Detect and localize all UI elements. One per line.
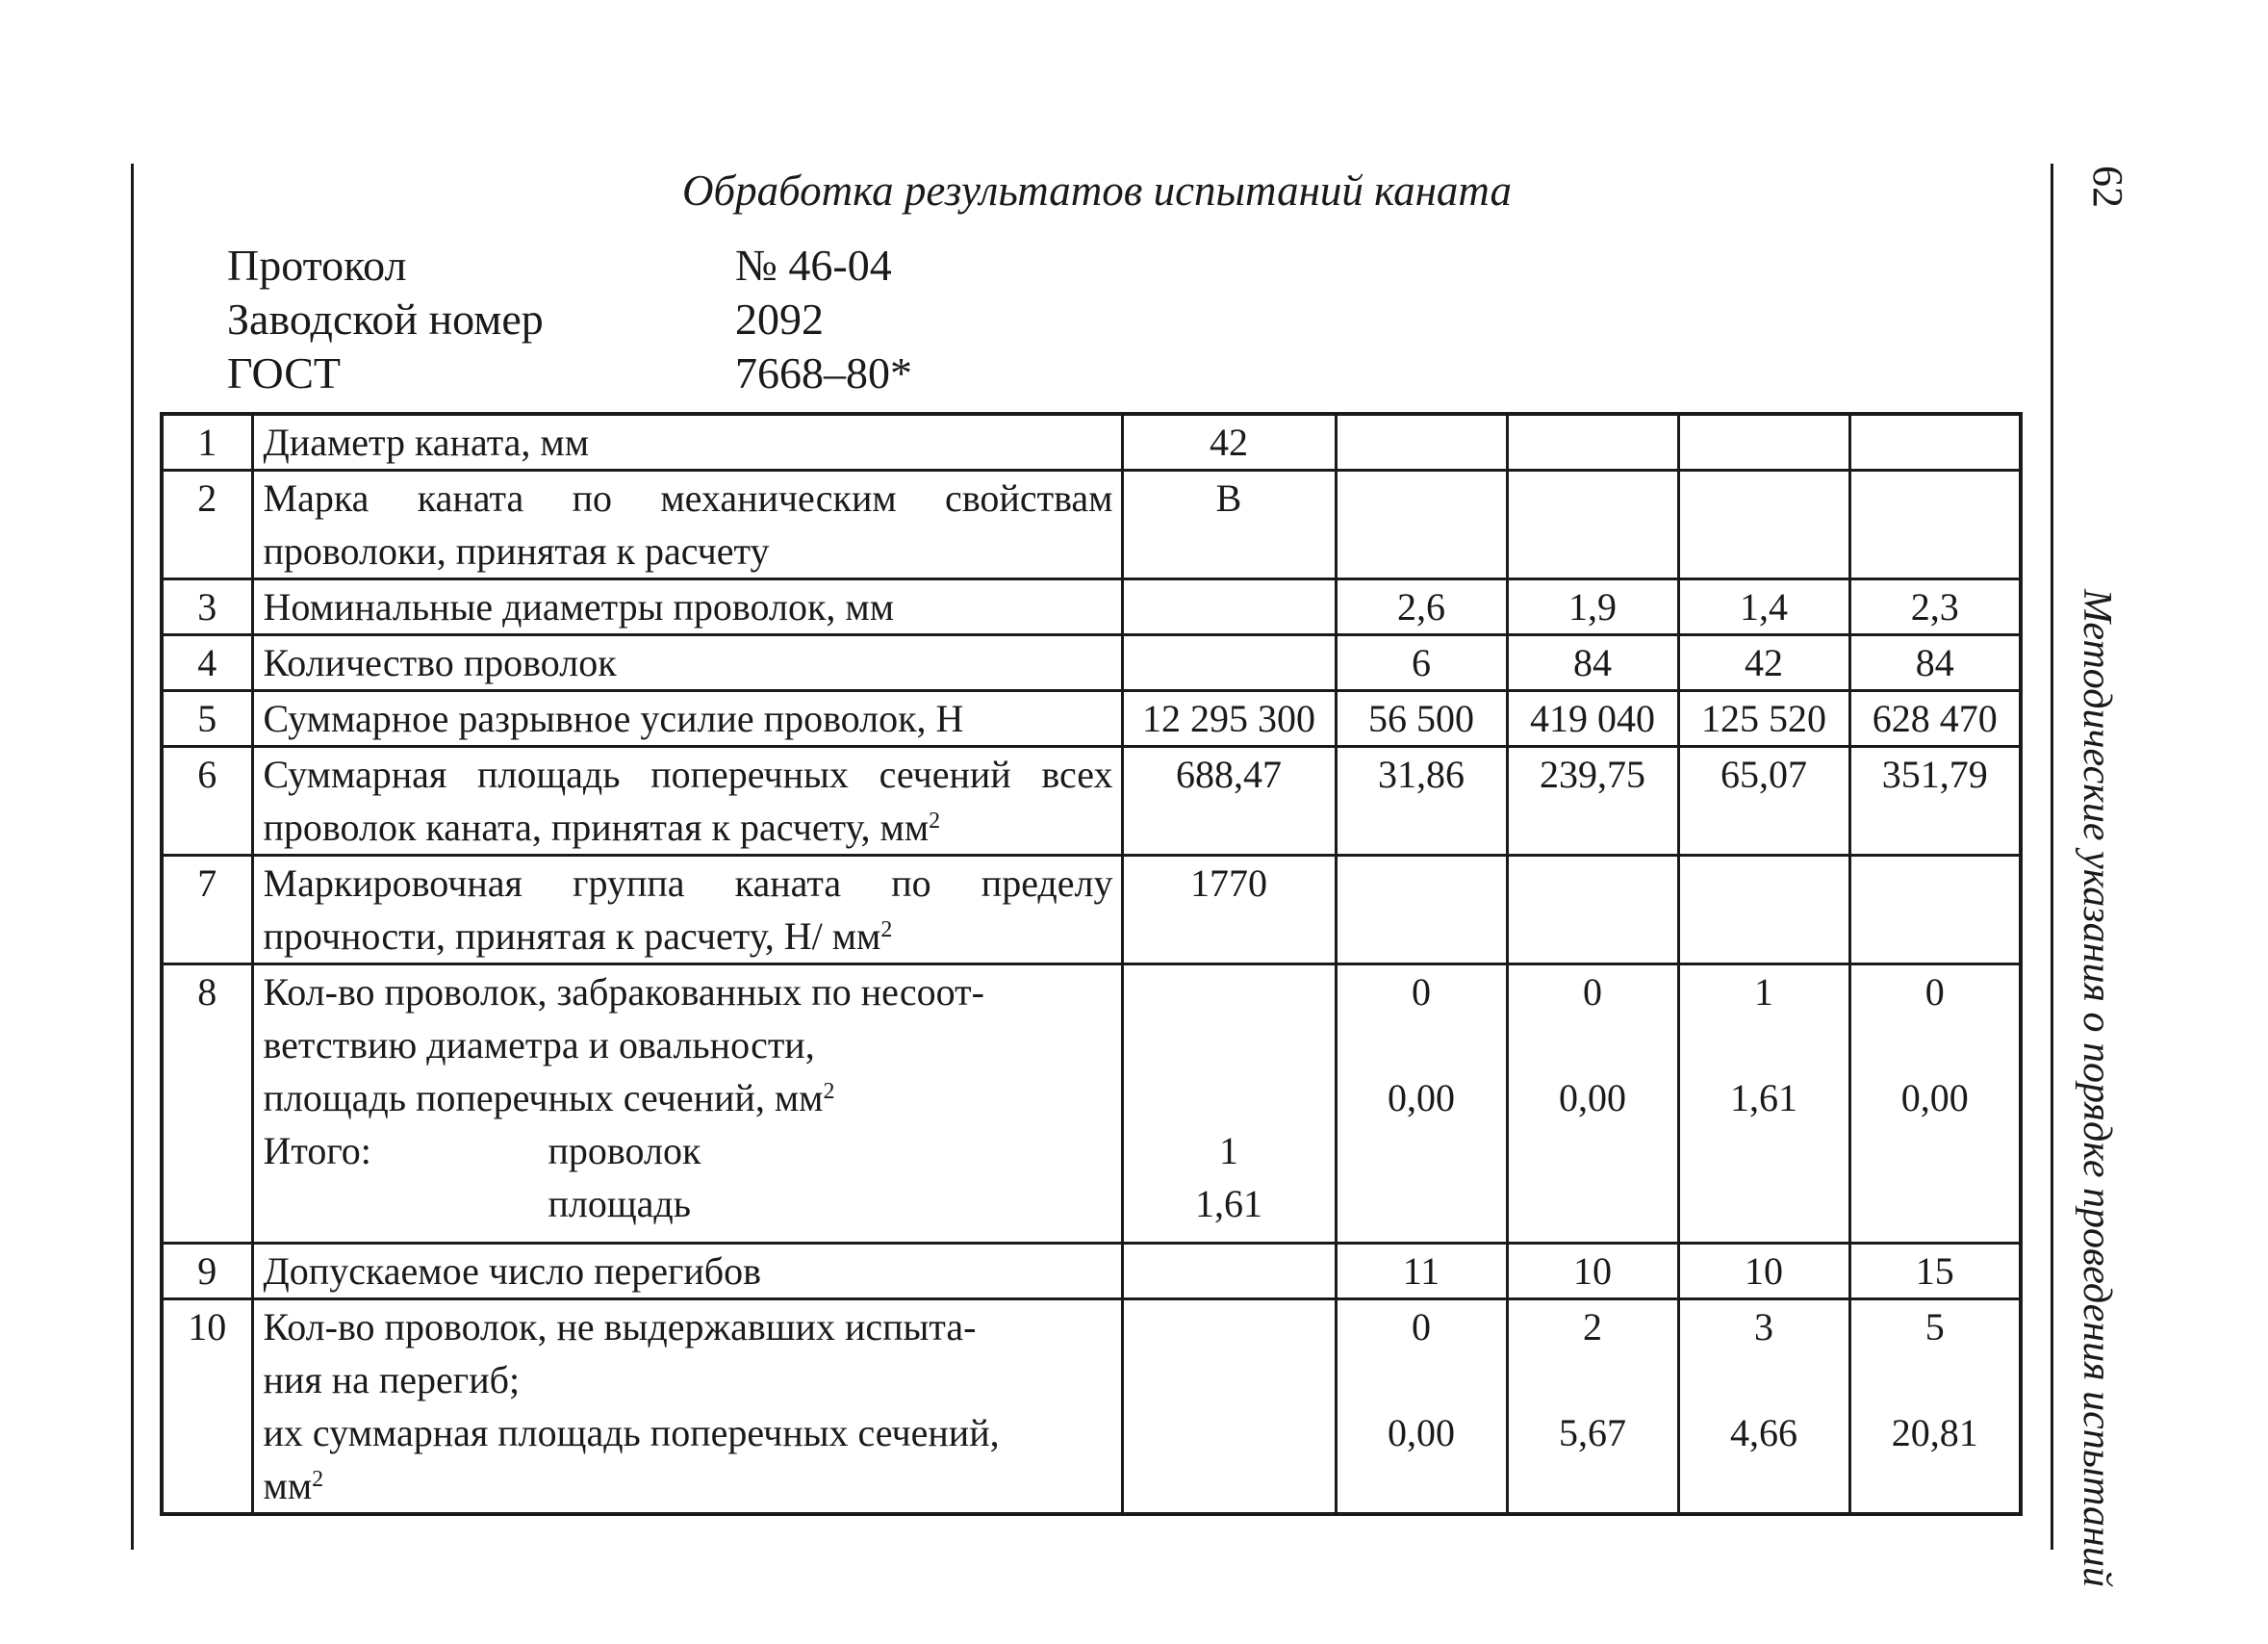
row-value: 6	[1336, 635, 1507, 691]
count-value: 0	[1924, 970, 1945, 1014]
superscript: 2	[929, 809, 941, 834]
description-line-text: площадь поперечных сечений, мм	[263, 1076, 824, 1119]
row-value	[1678, 414, 1849, 471]
row-value: 65,07	[1678, 747, 1849, 856]
description-line: Кол-во проволок, забракованных по несоот-	[263, 970, 984, 1014]
count-value: 1	[1754, 970, 1773, 1014]
row-value	[1849, 856, 2021, 964]
table-row	[162, 579, 2021, 635]
row-value: 11	[1336, 1244, 1507, 1299]
row-number: 4	[162, 635, 252, 691]
description-line: их суммарная площадь поперечных сечений,	[263, 1411, 1000, 1454]
table-row	[162, 856, 2021, 964]
row-value	[1678, 471, 1849, 579]
row-value	[1507, 471, 1678, 579]
superscript: 2	[823, 1079, 835, 1104]
row-value	[1336, 964, 1507, 1244]
itogo-label: Итого:	[263, 1129, 371, 1172]
description-line	[264, 1459, 1113, 1512]
protocol-label: Протокол	[227, 241, 407, 290]
row-value	[1507, 856, 1678, 964]
row-value	[1849, 471, 2021, 579]
gost-value: 7668–80*	[735, 348, 912, 398]
description-line: ния на перегиб;	[263, 1358, 521, 1401]
gost-row	[227, 347, 912, 400]
serial-value: 2092	[735, 295, 824, 344]
row-value: 351,79	[1849, 747, 2021, 856]
serial-label: Заводской номер	[227, 295, 544, 344]
table-row	[162, 1244, 2021, 1299]
area-value: 20,81	[1891, 1411, 1978, 1454]
count-value: 0	[1412, 970, 1431, 1014]
area-value: 1,61	[1730, 1076, 1797, 1119]
row-value: 628 470	[1849, 691, 2021, 747]
count-value: 2	[1583, 1305, 1602, 1349]
row-description	[252, 856, 1122, 964]
table-row	[162, 747, 2021, 856]
superscript: 2	[880, 917, 893, 942]
row-value: 84	[1507, 635, 1678, 691]
row-value	[1507, 414, 1678, 471]
row-value: 419 040	[1507, 691, 1678, 747]
row-value: 1,9	[1507, 579, 1678, 635]
row-description: Суммарное разрывное усилие проволок, Н	[252, 691, 1122, 747]
row-description: Диаметр каната, мм	[252, 414, 1122, 471]
row-description: Количество проволок	[252, 635, 1122, 691]
row-number: 7	[162, 856, 252, 964]
row-value	[1849, 414, 2021, 471]
row-value	[1336, 1299, 1507, 1515]
description-line	[264, 1071, 1113, 1124]
protocol-meta	[227, 239, 912, 400]
row-value	[1336, 471, 1507, 579]
page-number: 62	[2084, 166, 2131, 208]
protocol-row	[227, 239, 912, 293]
row-value	[1849, 964, 2021, 1244]
itogo-area-line	[264, 1177, 1113, 1230]
row-number: 3	[162, 579, 252, 635]
area-value: 0,00	[1559, 1076, 1626, 1119]
row-number: 10	[162, 1299, 252, 1515]
itogo-wires-value: 1	[1219, 1129, 1238, 1172]
row-value: 1,4	[1678, 579, 1849, 635]
table-row	[162, 964, 2021, 1244]
row-value: 125 520	[1678, 691, 1849, 747]
row-value: 2,6	[1336, 579, 1507, 635]
serial-row	[227, 293, 912, 347]
row-total-value: 42	[1122, 414, 1336, 471]
row-number: 8	[162, 964, 252, 1244]
area-value: 4,66	[1730, 1411, 1797, 1454]
row-number: 2	[162, 471, 252, 579]
results-table	[160, 412, 2023, 1516]
itogo-area-value: 1,61	[1195, 1182, 1262, 1225]
row-description	[252, 747, 1122, 856]
row-value	[1678, 856, 1849, 964]
table-row	[162, 414, 2021, 471]
running-side-title: Методические указания о порядке проведения испытаний	[2075, 589, 2119, 1587]
count-value: 3	[1754, 1305, 1773, 1349]
protocol-value: № 46-04	[735, 241, 892, 290]
row-total-value: 12 295 300	[1122, 691, 1336, 747]
row-value: 10	[1507, 1244, 1678, 1299]
area-value: 0,00	[1388, 1076, 1455, 1119]
row-value	[1678, 964, 1849, 1244]
row-total-value	[1122, 1244, 1336, 1299]
row-total-value	[1122, 964, 1336, 1244]
row-value: 2,3	[1849, 579, 2021, 635]
table-row	[162, 471, 2021, 579]
itogo-wires-line	[264, 1124, 1113, 1177]
description-line: Кол-во проволок, не выдержавших испыта-	[263, 1305, 977, 1349]
row-value	[1849, 1299, 2021, 1515]
row-total-value: 688,47	[1122, 747, 1336, 856]
row-number: 9	[162, 1244, 252, 1299]
row-value: 31,86	[1336, 747, 1507, 856]
row-description: Номинальные диаметры проволок, мм	[252, 579, 1122, 635]
description-line-text: мм	[263, 1464, 313, 1507]
itogo-wires-label: проволок	[548, 1129, 701, 1172]
row-value: 42	[1678, 635, 1849, 691]
row-value	[1507, 1299, 1678, 1515]
itogo-area-label: площадь	[548, 1182, 692, 1225]
count-value: 0	[1583, 970, 1602, 1014]
row-value: 56 500	[1336, 691, 1507, 747]
count-value: 0	[1412, 1305, 1431, 1349]
area-value: 5,67	[1559, 1411, 1626, 1454]
row-description	[252, 1299, 1122, 1515]
row-total-value	[1122, 635, 1336, 691]
area-value: 0,00	[1388, 1411, 1455, 1454]
row-total-value	[1122, 579, 1336, 635]
superscript: 2	[312, 1467, 324, 1492]
row-description-text: Суммарная площадь поперечных сечений всех проволок каната, принятая к расчету, мм	[263, 753, 1113, 849]
area-value: 0,00	[1900, 1076, 1969, 1119]
count-value: 5	[1924, 1305, 1945, 1349]
left-margin-rule	[131, 164, 134, 1550]
row-total-value: 1770	[1122, 856, 1336, 964]
row-value: 15	[1849, 1244, 2021, 1299]
table-row	[162, 1299, 2021, 1515]
row-value: 10	[1678, 1244, 1849, 1299]
table-row	[162, 635, 2021, 691]
row-total-value	[1122, 1299, 1336, 1515]
row-description: Допускаемое число перегибов	[252, 1244, 1122, 1299]
row-total-value: В	[1122, 471, 1336, 579]
row-number: 1	[162, 414, 252, 471]
row-value: 239,75	[1507, 747, 1678, 856]
description-line: ветствию диаметра и овальности,	[263, 1023, 815, 1066]
row-value	[1336, 856, 1507, 964]
document-title: Обработка результатов испытаний каната	[682, 167, 1512, 215]
table-row	[162, 691, 2021, 747]
right-margin-rule	[2051, 164, 2053, 1550]
row-description-text: Маркировочная группа каната по пределу прочности, принятая к расчету, Н/ мм	[263, 861, 1113, 958]
row-value: 84	[1849, 635, 2021, 691]
row-number: 5	[162, 691, 252, 747]
row-number: 6	[162, 747, 252, 856]
row-description: Марка каната по механическим свойствам проволоки, принятая к расчету	[252, 471, 1122, 579]
row-value	[1678, 1299, 1849, 1515]
row-description	[252, 964, 1122, 1244]
row-value	[1507, 964, 1678, 1244]
row-value	[1336, 414, 1507, 471]
gost-label: ГОСТ	[227, 348, 342, 398]
